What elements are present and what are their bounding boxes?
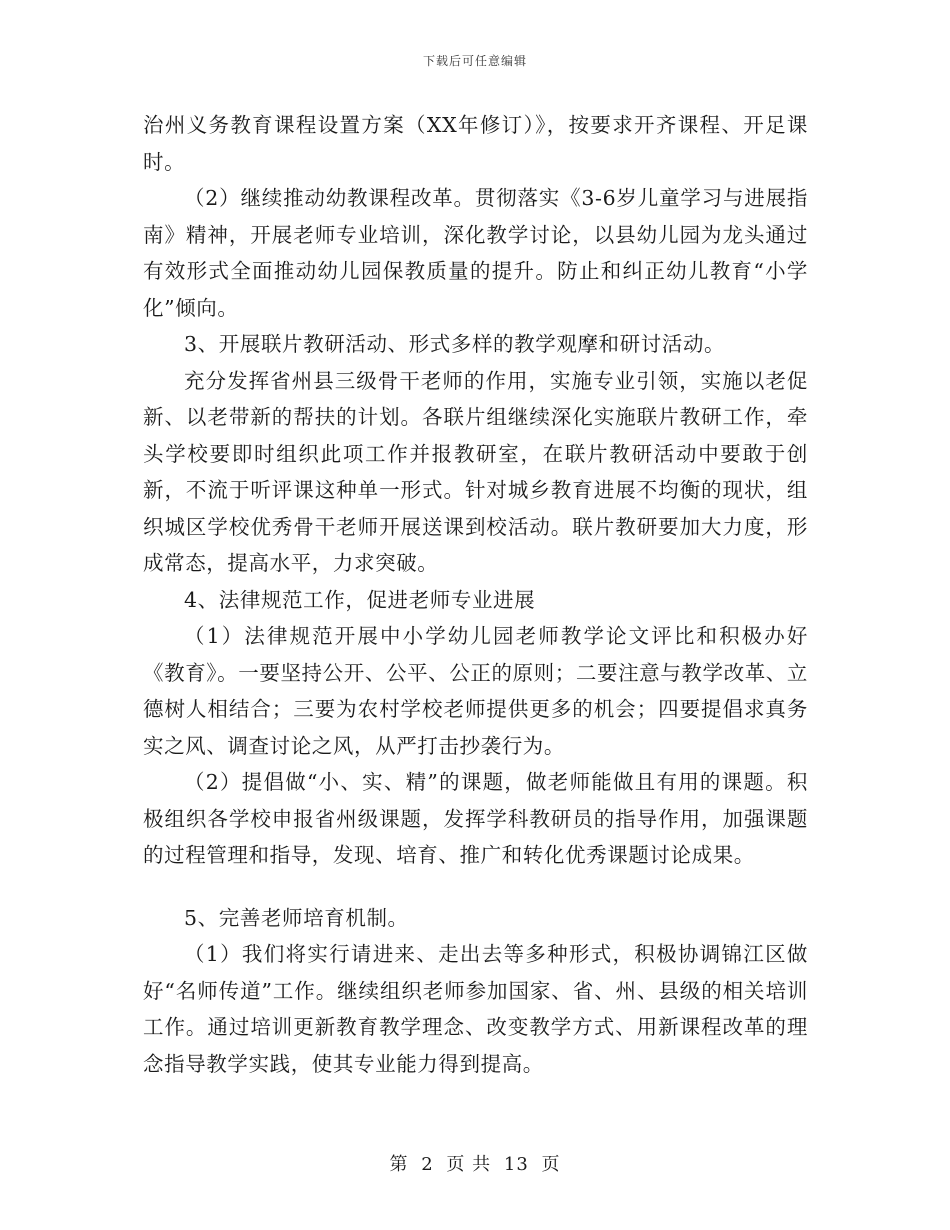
footer-suffix: 页 (541, 1154, 561, 1175)
footer-middle: 页 共 (446, 1154, 492, 1175)
heading-joint-research: 3、开展联片教研活动、形式多样的教学观摩和研讨活动。 (184, 332, 726, 356)
heading-teacher-development: 4、法律规范工作，促进老师专业进展 (184, 587, 536, 612)
footer-prefix: 第 (389, 1154, 409, 1175)
paragraph-preschool-reform: （2）继续推动幼教课程改革。贯彻落实《3-6岁儿童学习与进展指南》精神，开展老师专业培训，深化教学讨论，以县幼儿园为龙头通过有效形式全面推动幼儿园保教质量的提升。防止和纠正幼儿教育“小学化”倾向。 (143, 186, 808, 320)
paragraph-research-topics: （2）提倡做“小、实、精”的课题，做老师能做且有用的课题。积极组织各学校申报省州级课题，发挥学科教研员的指导作用，加强课题的过程管理和指导，发现、培育、推广和转化优秀课题讨论成果。 (143, 770, 808, 867)
page-header: 下载后可任意编辑 (422, 54, 527, 68)
paragraph-training-forms: （1）我们将实行请进来、走出去等多种形式，积极协调锦江区做好“名师传道”工作。继续组织老师参加国家、省、州、县级的相关培训工作。通过培训更新教育教学理念、改变教学方式、用新课程改革的理念指导教学实践，使其专业能力得到提高。 (143, 942, 808, 1076)
page-footer (0, 1150, 950, 1176)
paragraph-paper-competition: （1）法律规范开展中小学幼儿园老师教学论文评比和积极办好《教育》。一要坚持公开、公平、公正的原则；二要注意与教学改革、立德树人相结合；三要为农村学校老师提供更多的机会；四要提倡求真务实之风、调查讨论之风，从严打击抄袭行为。 (143, 624, 808, 758)
paragraph-backbone-teachers: 充分发挥省州县三级骨干老师的作用，实施专业引领，实施以老促新、以老带新的帮扶的计划。各联片组继续深化实施联片教研工作，牵头学校要即时组织此项工作并报教研室，在联片教研活动中要敢于创新，不流于听评课这种单一形式。针对城乡教育进展不均衡的现状，组织城区学校优秀骨干老师开展送课到校活动。联片教研要加大力度，形成常态，提高水平，力求突破。 (143, 368, 808, 575)
paragraph-course-plan: 治州义务教育课程设置方案（XX年修订）》，按要求开齐课程、开足课时。 (143, 113, 808, 174)
page-total: 13 (503, 1154, 529, 1175)
document-body (143, 107, 808, 1082)
page-number: 2 (421, 1154, 434, 1175)
heading-training-mechanism: 5、完善老师培育机制。 (184, 905, 409, 930)
